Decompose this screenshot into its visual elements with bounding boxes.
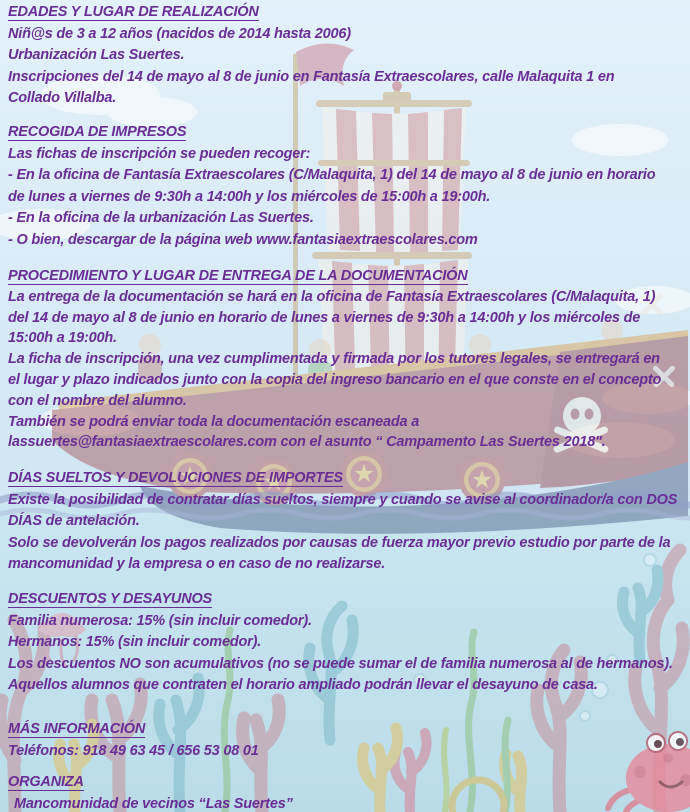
text-line: Familia numerosa: 15% (sin incluir comedor). — [8, 612, 312, 629]
text-line: Collado Villalba. — [8, 90, 117, 106]
heading-text: DÍAS SUELTOS Y DEVOLUCIONES DE IMPORTES — [8, 470, 343, 486]
text-line: Hermanos: 15% (sin incluir comedor). — [8, 634, 262, 650]
text-line: de lunes a viernes de 9:30h a 14:00h y los miércoles de 15:00h a 19:00h. — [8, 188, 491, 205]
text-line: 15:00h a 19:00h. — [8, 330, 117, 347]
section-body — [8, 287, 690, 453]
text-line: También se podrá enviar toda la documentación escaneada a — [8, 413, 420, 430]
heading-text: PROCEDIMIENTO Y LUGAR DE ENTREGA DE LA DOCUMENTACIÓN — [8, 268, 468, 284]
text-line: - En la oficina de Fantasía Extraescolares (C/Malaquita, 1) del 14 de mayo al 8 de junio en horario — [8, 167, 656, 183]
text-line: Urbanización Las Suertes. — [8, 47, 185, 63]
text-line: con el nombre del alumno. — [8, 392, 187, 409]
text-line: el lugar y plazo indicados junto con la copia del ingreso bancario en el que conste en el concepto — [8, 371, 662, 388]
heading-text: EDADES Y LUGAR DE REALIZACIÓN — [8, 4, 259, 20]
section-heading — [8, 266, 690, 287]
section-body — [8, 794, 690, 812]
section-heading — [8, 2, 690, 24]
text-line: Existe la posibilidad de contratar días sueltos, siempre y cuando se avise al coordinador/a con DOS — [8, 491, 678, 508]
text-line: - O bien, descargar de la página web www.fantasiaextraescolares.com — [8, 231, 478, 248]
section-mas-informacion — [8, 719, 690, 762]
section-body — [8, 490, 690, 576]
section-dias-sueltos — [8, 468, 690, 576]
section-heading — [8, 719, 690, 741]
text-line: Solo se devolverán los pagos realizados por causas de fuerza mayor previo estudio por parte de la — [8, 534, 671, 551]
heading-text: MÁS INFORMACIÓN — [8, 721, 146, 737]
section-heading — [8, 122, 690, 144]
text-line: Aquellos alumnos que contraten el horario ampliado podrán llevar el desayuno de casa. — [8, 677, 598, 693]
text-line: mancomunidad y la empresa o en caso de no realizarse. — [8, 556, 386, 572]
section-heading — [8, 468, 690, 490]
text-line: Niñ@s de 3 a 12 años (nacidos de 2014 hasta 2006) — [8, 25, 351, 42]
heading-text: ORGANIZA — [8, 774, 84, 790]
text-line: del 14 de mayo al 8 de junio en horario de lunes a viernes de 9:30h a 14:00h y los miércoles de — [8, 309, 641, 326]
section-heading — [8, 589, 690, 611]
section-recogida-de-impresos — [8, 122, 690, 251]
section-organiza — [8, 772, 690, 812]
lower-yard — [312, 252, 472, 259]
section-descuentos-desayunos — [8, 589, 690, 697]
section-heading — [8, 772, 690, 794]
section-procedimiento-entrega — [8, 266, 690, 453]
section-body — [8, 611, 690, 697]
text-line: Las fichas de inscripción se pueden recoger: — [8, 145, 311, 162]
text-line: Los descuentos NO son acumulativos (no se puede sumar el de familia numerosa al de hermanos). — [8, 655, 673, 672]
section-body — [8, 741, 690, 763]
section-edades-y-lugar — [8, 2, 690, 110]
heading-text: DESCUENTOS Y DESAYUNOS — [8, 591, 213, 607]
text-line: lassuertes@fantasiaextraescolares.com con el asunto “ Campamento Las Suertes 2018". — [8, 434, 606, 451]
text-line: Teléfonos: 918 49 63 45 / 656 53 08 01 — [8, 742, 259, 759]
text-line: DÍAS de antelación. — [8, 513, 140, 529]
heading-text: RECOGIDA DE IMPRESOS — [8, 124, 187, 140]
section-body — [8, 24, 690, 110]
text-line: La entrega de la documentación se hará en la oficina de Fantasía Extraescolares (C/Malaquita, 1) — [8, 288, 656, 305]
text-line: Inscripciones del 14 de mayo al 8 de junio en Fantasía Extraescolares, calle Malaquita 1 en — [8, 68, 615, 85]
text-line: La ficha de inscripción, una vez cumplimentada y firmada por los tutores legales, se entregará en — [8, 351, 660, 368]
text-line: Mancomunidad de vecinos “Las Suertes” — [14, 795, 293, 812]
section-body — [8, 144, 690, 252]
text-line: - En la oficina de la urbanización Las Suertes. — [8, 210, 314, 226]
